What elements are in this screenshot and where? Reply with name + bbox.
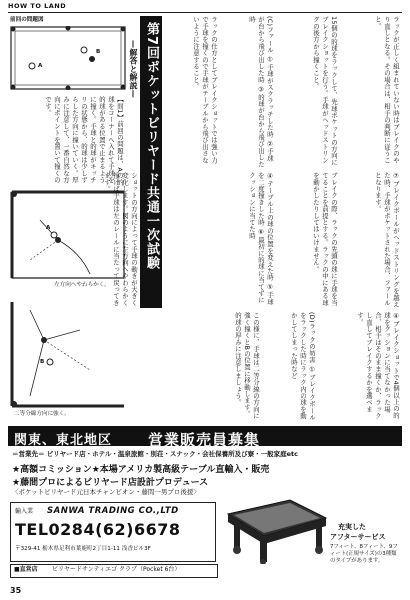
ad-customers-label: ＝営業先＝ [12, 450, 45, 458]
article-column-5: (C)ファール ①手球がスクラッチした時 ②手球が台から飛び出した時 ③的球が台から飛び出した時 [248, 16, 274, 168]
ad-bullet-3: 〈ポケットビリヤード元日本チャンピオン・藤間一男プロ後援〉 [12, 488, 200, 496]
article-column-3: この様に、手球は二等分線の方向に強く撞くとBの位置に移動します。的球の厚みに注意しましょう。 [234, 312, 260, 420]
object-ball-a [29, 63, 35, 69]
diagram-caption: 前回の問題図 [10, 17, 44, 23]
ball-label-a: A [38, 63, 43, 69]
ad-bullet-1: ★高額コミッション★本場アメリカ製高級テーブル直輸入・販売 [12, 465, 270, 475]
page-number: 35 [10, 586, 22, 595]
article-title: 第7回ポケットビリヤード共通一次試験 [144, 22, 159, 271]
article-column-10: ラックが正しく組まれていない時はブレイクのやり直しとなる。その場合は、相手の判断に従うこと。 [374, 16, 400, 164]
pool-table-diagram [10, 190, 126, 280]
ad-customer-item: 温泉旅館 [117, 450, 144, 458]
article-column-8: ブレイクの際、ラックの先頭の球に手球を当てることを前提とする。ラックの中にある球を動かしたりしてはいけません。 [312, 172, 338, 306]
pool-table-diagram [10, 300, 126, 408]
ad-customer-item: ビリヤード店 [46, 450, 86, 458]
ad-telephone: TEL0284(62)6678 [15, 520, 181, 539]
ad-customer-item: スナック [169, 450, 196, 458]
ball-label-b: B [96, 49, 101, 55]
article-column-11: ⑦ブレイクボールがヘッドストリングを越えた時、手球がポケットされた場合、ファールとなります。 [374, 172, 400, 308]
diagram-caption: 二等分線方向に強く。 [14, 411, 70, 417]
ad-company-box [10, 502, 216, 562]
section-header: HOW TO LAND [8, 2, 67, 10]
article-subtitle: —解答と解説— [129, 40, 138, 99]
ad-importer-label: 輸入業 [15, 508, 34, 515]
ad-bullet-2: ★藤間プロによるビリヤード店設計プロデュース [12, 478, 209, 488]
ad-region-title: 関東、東北地区 [14, 433, 113, 448]
ad-store-name: ビリヤードサンティエゴ クラブ（Pocket 6台） [52, 566, 181, 573]
ad-address: 〒329-41 栃木県足利市葉鹿町2丁目1-11 浅香ビル3F [15, 546, 151, 552]
ad-table-models: 7フィート、8フィート、9フィート(正規サイズ)の3種類のタイプがあります。 [330, 544, 398, 564]
ad-company-name: SANWA TRADING CO.,LTD [47, 506, 179, 516]
article-column-9: 15個の的球をラックして、先球ポケットの方向にブレイクショットを行う。手球がヘッドストリングの後方から撞くこと。 [312, 16, 338, 166]
cue-ball [89, 56, 95, 62]
article-column-4: ラックの仕方としてブレイクショットでは強い力で手球を撞くので手球がテーブルから飛び出さないように注意すること。 [192, 16, 218, 164]
pool-table-photo [220, 492, 330, 564]
diagram-soft-left [10, 190, 126, 290]
article-column-6: ④テーブル上の球の位置を変えた時 ⑤手球を二度撞きした時 ⑥最初に的球に当てずにクッションに当てた時 [248, 172, 274, 305]
diagram-previous-problem [10, 16, 126, 92]
ad-recruit-title: 営業販売員募集 [148, 431, 261, 449]
article-column-12: ④ブレイクショットで4個以上の的球をクッションに当てなかった場合、相手はそのまま撞くか、ラックし直してブレイクするかを選べます。 [356, 312, 400, 420]
ball-label-b: B [40, 359, 45, 365]
article-column-2: ショットの方向によって手球の動きが大きく変化します。図のように左方向へやわらかく撞けば手球は左のレールに当たって戻ってきます。 [103, 172, 138, 306]
ad-service-title-2: アフターサービス [330, 533, 386, 541]
ad-customer-item: 会社保養所及び寮 [202, 450, 255, 458]
advertisement [8, 426, 402, 582]
object-ball-b [81, 47, 87, 53]
ad-store-label: ■直営店 [14, 566, 38, 573]
ad-customer-item: 一般家庭etc [260, 450, 298, 458]
ball-label-a: A [46, 225, 51, 231]
ad-service-title-1: 充実した [338, 523, 366, 531]
cue-ball [41, 337, 47, 343]
object-ball-b [47, 359, 53, 365]
ad-customer-item: 別荘 [150, 450, 164, 458]
article-column-7: (D)ラックの妨害 ①ブレイクボールをラックした時にラック内の球を動かしてしまった時など [290, 312, 316, 421]
article-column-1: 【問1】前回の問題は、Aの的球をコーナーへ入れて手球を的球がある位置で止まるように撞く。手球と的球がキッチリの状態から、的球は少しずらした方向に撞いていく。厚みに注意して、一番自然な方向にポイントを置いて撞くのです。 [44, 96, 124, 186]
object-ball-a [51, 232, 57, 238]
header-rule [8, 12, 402, 13]
ad-customer-item: ホテル [92, 450, 112, 458]
diagram-caption: 左方向へやわらかく。 [54, 282, 110, 288]
ad-customers: ＝営業先＝ ビリヤード店・ホテル・温泉旅館・別荘・スナック・会社保養所及び寮・一般家庭etc [12, 450, 298, 458]
pool-table-diagram [10, 26, 126, 90]
diagram-strong-bisector [10, 300, 126, 422]
